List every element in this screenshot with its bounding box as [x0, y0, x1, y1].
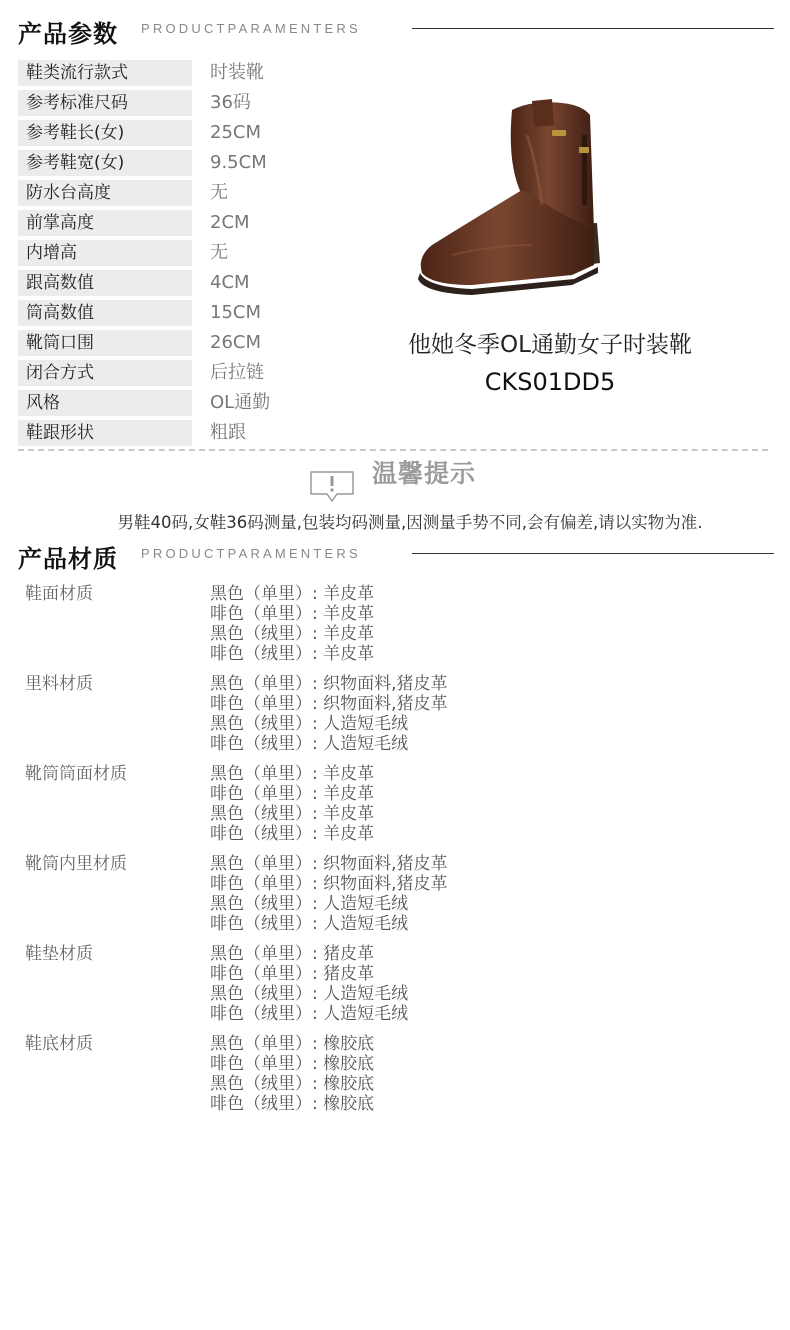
boot-product-image: [412, 95, 608, 295]
material-value: 啡色（绒里）: 羊皮革: [210, 824, 375, 844]
material-value: 黑色（单里）: 织物面料,猪皮革: [210, 674, 448, 694]
material-label: 里料材质: [25, 674, 93, 694]
material-value: 啡色（单里）: 橡胶底: [210, 1054, 375, 1074]
section-header-materials: [18, 533, 774, 573]
material-value: 啡色（单里）: 羊皮革: [210, 784, 375, 804]
param-value: 后拉链: [210, 362, 264, 383]
param-value: 25CM: [210, 122, 262, 143]
param-label: 参考标准尺码: [18, 90, 192, 116]
param-row: [18, 120, 298, 150]
dashed-divider: [18, 449, 768, 451]
param-row: [18, 240, 298, 270]
param-value: 时装靴: [210, 62, 264, 83]
material-value: 啡色（绒里）: 人造短毛绒: [210, 914, 409, 934]
exclamation-speech-icon: [309, 470, 355, 504]
section-subtitle: PRODUCTPARAMENTERS: [141, 21, 361, 36]
material-group: [25, 944, 725, 1034]
material-value: 啡色（绒里）: 橡胶底: [210, 1094, 375, 1114]
product-name: 他她冬季OL通勤女子时装靴: [408, 332, 692, 358]
param-label: 鞋跟形状: [18, 420, 192, 446]
material-value: 黑色（单里）: 橡胶底: [210, 1034, 375, 1054]
material-value: 啡色（单里）: 织物面料,猪皮革: [210, 874, 448, 894]
param-value: 无: [210, 182, 228, 203]
material-value: 黑色（绒里）: 人造短毛绒: [210, 894, 409, 914]
param-row: [18, 330, 298, 360]
material-value: 黑色（单里）: 羊皮革: [210, 764, 375, 784]
material-label: 鞋底材质: [25, 1034, 93, 1054]
section-header-params: [18, 8, 774, 48]
section-rule: [412, 553, 774, 554]
material-group: [25, 764, 725, 854]
material-label: 靴筒筒面材质: [25, 764, 127, 784]
material-value: 黑色（单里）: 羊皮革: [210, 584, 375, 604]
param-label: 前掌高度: [18, 210, 192, 236]
material-value: 啡色（单里）: 织物面料,猪皮革: [210, 694, 448, 714]
param-value: 36码: [210, 92, 251, 113]
param-label: 靴筒口围: [18, 330, 192, 356]
param-value: 15CM: [210, 302, 262, 323]
param-value: 无: [210, 242, 228, 263]
param-label: 闭合方式: [18, 360, 192, 386]
material-value: 黑色（绒里）: 羊皮革: [210, 804, 375, 824]
param-row: [18, 270, 298, 300]
param-row: [18, 60, 298, 90]
material-label: 鞋垫材质: [25, 944, 93, 964]
tip-title: 温馨提示: [372, 459, 477, 488]
param-label: 鞋类流行款式: [18, 60, 192, 86]
material-value: 啡色（绒里）: 人造短毛绒: [210, 734, 409, 754]
param-row: [18, 360, 298, 390]
param-label: 内增高: [18, 240, 192, 266]
material-value: 黑色（单里）: 猪皮革: [210, 944, 375, 964]
param-value: 2CM: [210, 212, 250, 233]
param-label: 参考鞋长(女): [18, 120, 192, 146]
param-row: [18, 420, 298, 450]
material-value: 黑色（单里）: 织物面料,猪皮革: [210, 854, 448, 874]
params-table: [18, 60, 298, 450]
material-group: [25, 674, 725, 764]
param-value: OL通勤: [210, 392, 271, 413]
param-label: 参考鞋宽(女): [18, 150, 192, 176]
material-value: 黑色（绒里）: 橡胶底: [210, 1074, 375, 1094]
material-value: 啡色（绒里）: 人造短毛绒: [210, 1004, 409, 1024]
material-value: 黑色（绒里）: 羊皮革: [210, 624, 375, 644]
param-value: 粗跟: [210, 422, 246, 443]
material-value: 啡色（单里）: 猪皮革: [210, 964, 375, 984]
section-title: 产品材质: [18, 545, 118, 573]
product-code: CKS01DD5: [484, 368, 616, 396]
param-value: 9.5CM: [210, 152, 267, 173]
param-row: [18, 300, 298, 330]
param-row: [18, 90, 298, 120]
material-group: [25, 1034, 725, 1124]
param-value: 26CM: [210, 332, 262, 353]
tip-text: 男鞋40码,女鞋36码测量,包装均码测量,因测量手势不同,会有偏差,请以实物为准.: [117, 513, 703, 532]
param-row: [18, 180, 298, 210]
material-group: [25, 584, 725, 674]
section-subtitle: PRODUCTPARAMENTERS: [141, 546, 361, 561]
param-label: 风格: [18, 390, 192, 416]
material-label: 靴筒内里材质: [25, 854, 127, 874]
param-row: [18, 150, 298, 180]
param-label: 筒高数值: [18, 300, 192, 326]
material-value: 黑色（绒里）: 人造短毛绒: [210, 984, 409, 1004]
material-value: 啡色（绒里）: 羊皮革: [210, 644, 375, 664]
material-value: 黑色（绒里）: 人造短毛绒: [210, 714, 409, 734]
param-row: [18, 210, 298, 240]
param-label: 跟高数值: [18, 270, 192, 296]
material-label: 鞋面材质: [25, 584, 93, 604]
param-label: 防水台高度: [18, 180, 192, 206]
material-value: 啡色（单里）: 羊皮革: [210, 604, 375, 624]
materials-list: [25, 584, 725, 1124]
section-title: 产品参数: [18, 20, 118, 48]
section-rule: [412, 28, 774, 29]
material-group: [25, 854, 725, 944]
param-value: 4CM: [210, 272, 250, 293]
param-row: [18, 390, 298, 420]
